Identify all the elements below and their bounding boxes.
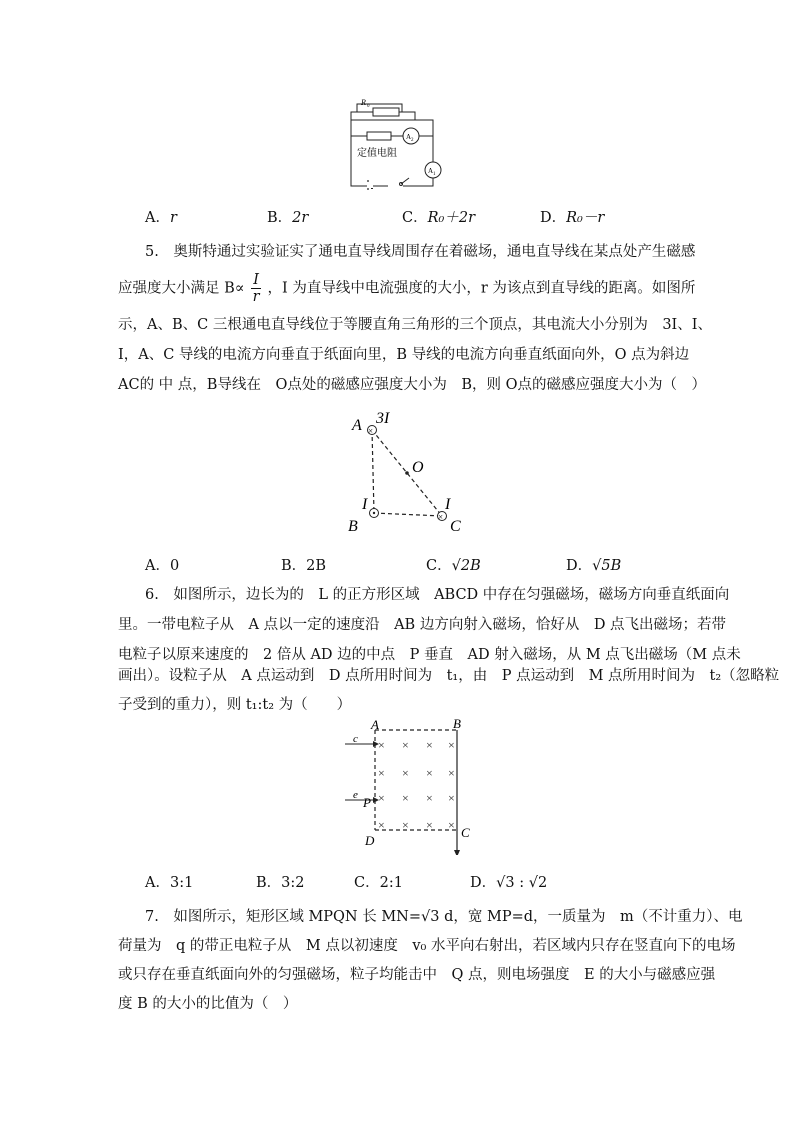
particle-c-label: c [353,733,358,745]
q7-line-2: 荷量为 q 的带正电粒子从 M 点以初速度 v₀ 水平向右射出，若区域内只存在竖直向下的电场 [118,938,736,954]
q5-line-5: AC的 中 点，B导线在 O点处的磁感应强度大小为 B，则 O点的磁感应强度大小为（ ） [118,377,706,393]
particle-e-label: e [353,789,358,801]
a1-label: A [428,167,434,175]
svg-text:×: × [426,791,433,805]
r0-sub: 0 [367,104,370,109]
q6-option-a: A．3:1 [145,875,194,891]
svg-text:×: × [402,818,409,832]
q7-line-4: 度 B 的大小的比值为（ ） [118,996,298,1012]
point-d-label: D [365,833,375,848]
svg-text:×: × [448,818,455,832]
q5-option-c: C．√2B [426,558,481,574]
q5-line-3: 示，A、B、C 三根通电直导线位于等腰直角三角形的三个顶点，其电流大小分别为 3I、I、 [118,317,713,333]
resistor-label: 定值电阻 [357,148,397,159]
q6-line-2: 里。一带电粒子从 A 点以一定的速度沿 AB 边方向射入磁场，恰好从 D 点飞出磁场；若带 [118,617,727,633]
svg-text:×: × [402,791,409,805]
q4-option-d: D．R₀－r [540,210,605,226]
triangle-diagram [340,405,480,535]
current-i-c-label: I [445,496,451,513]
point-b-label: B [453,716,461,731]
q5-option-d: D．√5B [566,558,622,574]
q4-option-a: A．r [145,210,177,226]
q6-option-c: C．2:1 [354,875,403,891]
q4-option-c: C．R₀＋2r [402,210,475,226]
point-a-label: A [352,417,362,434]
svg-text:×: × [426,738,433,752]
current-i-b-label: I [362,496,368,513]
q5-line-2: 应强度大小满足 B∝ $\frac{I}{r}$ ，I 为直导线中电流强度的大小，r 为该点到直导线的距离。如图所 [118,272,696,305]
r0-label: R [361,98,366,107]
a1-sub: 1 [433,172,436,177]
point-c-label: C [461,825,470,840]
q6-line-3: 电粒子以原来速度的 2 倍从 AD 边的中点 P 垂直 AD 射入磁场，从 M 点飞出磁场（M 点未 [118,647,741,663]
svg-text:×: × [402,766,409,780]
q5-option-a: A．0 [145,558,180,574]
fraction-denominator: r [252,289,260,305]
svg-text:×: × [378,791,385,805]
q6-option-b: B．3:2 [256,875,305,891]
svg-text:×: × [448,766,455,780]
q6-line-1: 6. 如图所示，边长为的 L 的正方形区域 ABCD 中存在匀强磁场，磁场方向垂直纸面向 [145,587,730,603]
a2-label: A [406,133,412,141]
q7-line-3: 或只存在垂直纸面向外的匀强磁场，粒子均能击中 Q 点，则电场强度 E 的大小与磁感应强 [118,967,716,983]
point-c-label: C [450,518,461,535]
svg-text:×: × [378,818,385,832]
q5-line-1: 5. 奥斯特通过实验证实了通电直导线周围存在着磁场，通电直导线在某点处产生磁感 [145,244,696,260]
svg-text:×: × [448,738,455,752]
svg-text:×: × [402,738,409,752]
magnetic-field-diagram [345,715,475,855]
q6-option-d: D．√3 : √2 [470,875,548,891]
svg-text:×: × [378,738,385,752]
q5-line-4: I，A、C 导线的电流方向垂直于纸面向里，B 导线的电流方向垂直纸面向外，O 点为斜边 [118,347,690,363]
point-b-label: B [348,518,358,535]
fraction-numerator: I [253,272,259,288]
svg-text:×: × [426,818,433,832]
q5-option-b: B．2B [281,558,327,574]
circuit-diagram [345,98,450,190]
svg-text:×: × [438,512,444,522]
svg-text:×: × [378,766,385,780]
q4-option-b: B．2r [267,210,309,226]
q7-line-1: 7. 如图所示，矩形区域 MPQN 长 MN=√3 d，宽 MP=d，一质量为 m（不计重力）、电 [145,909,743,925]
svg-text:×: × [448,791,455,805]
point-o-label: O [412,459,424,476]
point-a-label: A [371,717,379,732]
q6-line-5: 子受到的重力），则 t₁:t₂ 为（ ） [118,697,352,713]
svg-text:×: × [426,766,433,780]
current-3i-label: 3I [376,410,390,427]
q6-line-4: 画出）。设粒子从 A 点运动到 D 点所用时间为 t₁，由 P 点运动到 M 点所用时间为 t₂（忽略粒 [118,668,780,684]
a2-sub: 2 [411,138,414,143]
point-p-label: P [363,795,371,810]
svg-text:×: × [368,426,374,436]
